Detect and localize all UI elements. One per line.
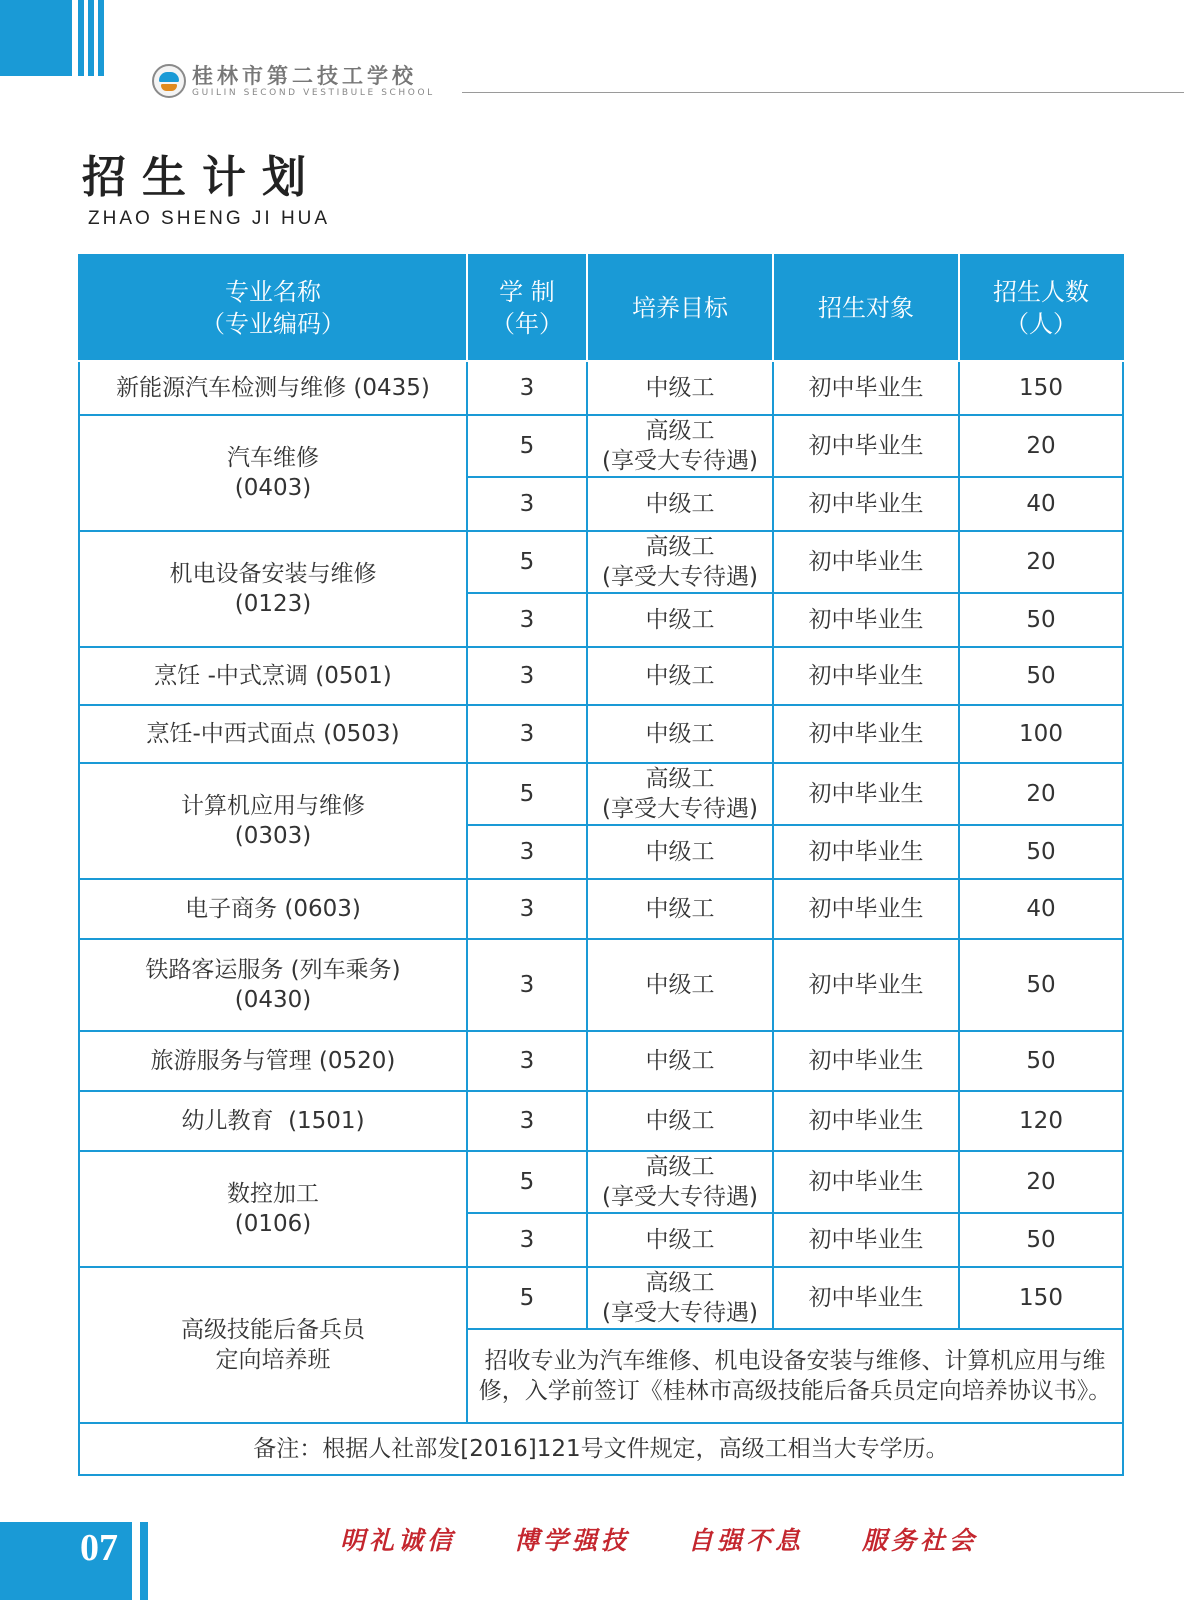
major-cell: 汽车维修 (0403)	[79, 415, 467, 531]
table-row	[79, 415, 1123, 477]
goal-cell: 高级工 (享受大专待遇)	[587, 415, 773, 477]
page-title: 招生计划	[82, 152, 322, 203]
years-cell: 3	[467, 647, 587, 705]
header-years: 学 制 （年）	[467, 255, 587, 361]
table-row	[79, 361, 1123, 415]
years-cell: 3	[467, 879, 587, 939]
major-cell: 旅游服务与管理 (0520)	[79, 1031, 467, 1091]
target-cell: 初中毕业生	[773, 705, 959, 763]
years-cell: 3	[467, 1031, 587, 1091]
goal-cell: 中级工	[587, 1031, 773, 1091]
years-cell: 5	[467, 763, 587, 825]
count-cell: 20	[959, 415, 1123, 477]
target-cell: 初中毕业生	[773, 361, 959, 415]
reserve-note: 招收专业为汽车维修、机电设备安装与维修、计算机应用与维修，入学前签订《桂林市高级技能后备兵员定向培养协议书》。	[467, 1329, 1123, 1423]
years-cell: 5	[467, 1267, 587, 1329]
count-cell: 20	[959, 1151, 1123, 1213]
major-cell: 烹饪-中西式面点 (0503)	[79, 705, 467, 763]
years-cell: 3	[467, 1213, 587, 1267]
years-cell: 5	[467, 531, 587, 593]
motto: 博学强技	[514, 1526, 631, 1555]
major-cell: 幼儿教育 (1501)	[79, 1091, 467, 1151]
years-cell: 3	[467, 825, 587, 879]
school-header	[152, 60, 435, 102]
header-target: 招生对象	[773, 255, 959, 361]
table-row	[79, 1151, 1123, 1213]
table-row	[79, 1423, 1123, 1475]
count-cell: 40	[959, 879, 1123, 939]
goal-cell: 高级工 (享受大专待遇)	[587, 531, 773, 593]
count-cell: 50	[959, 593, 1123, 647]
target-cell: 初中毕业生	[773, 415, 959, 477]
count-cell: 50	[959, 1213, 1123, 1267]
count-cell: 150	[959, 1267, 1123, 1329]
motto: 服务社会	[862, 1526, 979, 1555]
table-row	[79, 939, 1123, 1031]
table-row	[79, 1031, 1123, 1091]
goal-cell: 中级工	[587, 1213, 773, 1267]
target-cell: 初中毕业生	[773, 825, 959, 879]
enrollment-table	[78, 254, 1124, 1476]
years-cell: 5	[467, 1151, 587, 1213]
major-cell: 机电设备安装与维修 (0123)	[79, 531, 467, 647]
goal-cell: 中级工	[587, 1091, 773, 1151]
motto: 自强不息	[688, 1526, 805, 1555]
goal-cell: 中级工	[587, 593, 773, 647]
target-cell: 初中毕业生	[773, 879, 959, 939]
table-row	[79, 763, 1123, 825]
motto: 明礼诚信	[340, 1526, 457, 1555]
target-cell: 初中毕业生	[773, 647, 959, 705]
major-cell: 铁路客运服务 (列车乘务) (0430)	[79, 939, 467, 1031]
target-cell: 初中毕业生	[773, 1031, 959, 1091]
target-cell: 初中毕业生	[773, 1151, 959, 1213]
goal-cell: 中级工	[587, 477, 773, 531]
count-cell: 50	[959, 825, 1123, 879]
table-row	[79, 705, 1123, 763]
years-cell: 5	[467, 415, 587, 477]
target-cell: 初中毕业生	[773, 593, 959, 647]
goal-cell: 中级工	[587, 825, 773, 879]
goal-cell: 中级工	[587, 361, 773, 415]
table-header-row	[79, 255, 1123, 361]
count-cell: 50	[959, 1031, 1123, 1091]
target-cell: 初中毕业生	[773, 763, 959, 825]
goal-cell: 中级工	[587, 647, 773, 705]
goal-cell: 高级工 (享受大专待遇)	[587, 1267, 773, 1329]
school-mottos	[340, 1526, 1036, 1556]
header-divider	[462, 92, 1184, 93]
goal-cell: 中级工	[587, 879, 773, 939]
major-cell: 电子商务 (0603)	[79, 879, 467, 939]
years-cell: 3	[467, 939, 587, 1031]
years-cell: 3	[467, 705, 587, 763]
target-cell: 初中毕业生	[773, 477, 959, 531]
table-row	[79, 531, 1123, 593]
school-name: 桂林市第二技工学校	[192, 63, 417, 88]
years-cell: 3	[467, 361, 587, 415]
count-cell: 20	[959, 531, 1123, 593]
years-cell: 3	[467, 1091, 587, 1151]
header-goal: 培养目标	[587, 255, 773, 361]
table-row	[79, 879, 1123, 939]
major-cell: 数控加工 (0106)	[79, 1151, 467, 1267]
count-cell: 20	[959, 763, 1123, 825]
table-row	[79, 647, 1123, 705]
table-row	[79, 1091, 1123, 1151]
count-cell: 40	[959, 477, 1123, 531]
target-cell: 初中毕业生	[773, 939, 959, 1031]
count-cell: 150	[959, 361, 1123, 415]
school-name-en: GUILIN SECOND VESTIBULE SCHOOL	[192, 87, 435, 98]
major-cell: 计算机应用与维修 (0303)	[79, 763, 467, 879]
page-number: 07	[80, 1527, 118, 1569]
count-cell: 50	[959, 647, 1123, 705]
target-cell: 初中毕业生	[773, 1267, 959, 1329]
header-count: 招生人数 （人）	[959, 255, 1123, 361]
footer-stripe	[140, 1522, 148, 1600]
goal-cell: 中级工	[587, 939, 773, 1031]
major-cell: 烹饪 -中式烹调 (0501)	[79, 647, 467, 705]
goal-cell: 中级工	[587, 705, 773, 763]
school-logo-icon	[152, 64, 186, 98]
header-major: 专业名称 （专业编码）	[79, 255, 467, 361]
major-cell: 新能源汽车检测与维修 (0435)	[79, 361, 467, 415]
count-cell: 100	[959, 705, 1123, 763]
major-cell: 高级技能后备兵员 定向培养班	[79, 1267, 467, 1423]
count-cell: 50	[959, 939, 1123, 1031]
page-subtitle: ZHAO SHENG JI HUA	[88, 208, 331, 229]
years-cell: 3	[467, 593, 587, 647]
remark-note: 备注：根据人社部发[2016]121号文件规定，高级工相当大专学历。	[79, 1423, 1123, 1475]
target-cell: 初中毕业生	[773, 531, 959, 593]
count-cell: 120	[959, 1091, 1123, 1151]
table-row	[79, 1267, 1123, 1329]
years-cell: 3	[467, 477, 587, 531]
goal-cell: 高级工 (享受大专待遇)	[587, 1151, 773, 1213]
goal-cell: 高级工 (享受大专待遇)	[587, 763, 773, 825]
target-cell: 初中毕业生	[773, 1091, 959, 1151]
target-cell: 初中毕业生	[773, 1213, 959, 1267]
